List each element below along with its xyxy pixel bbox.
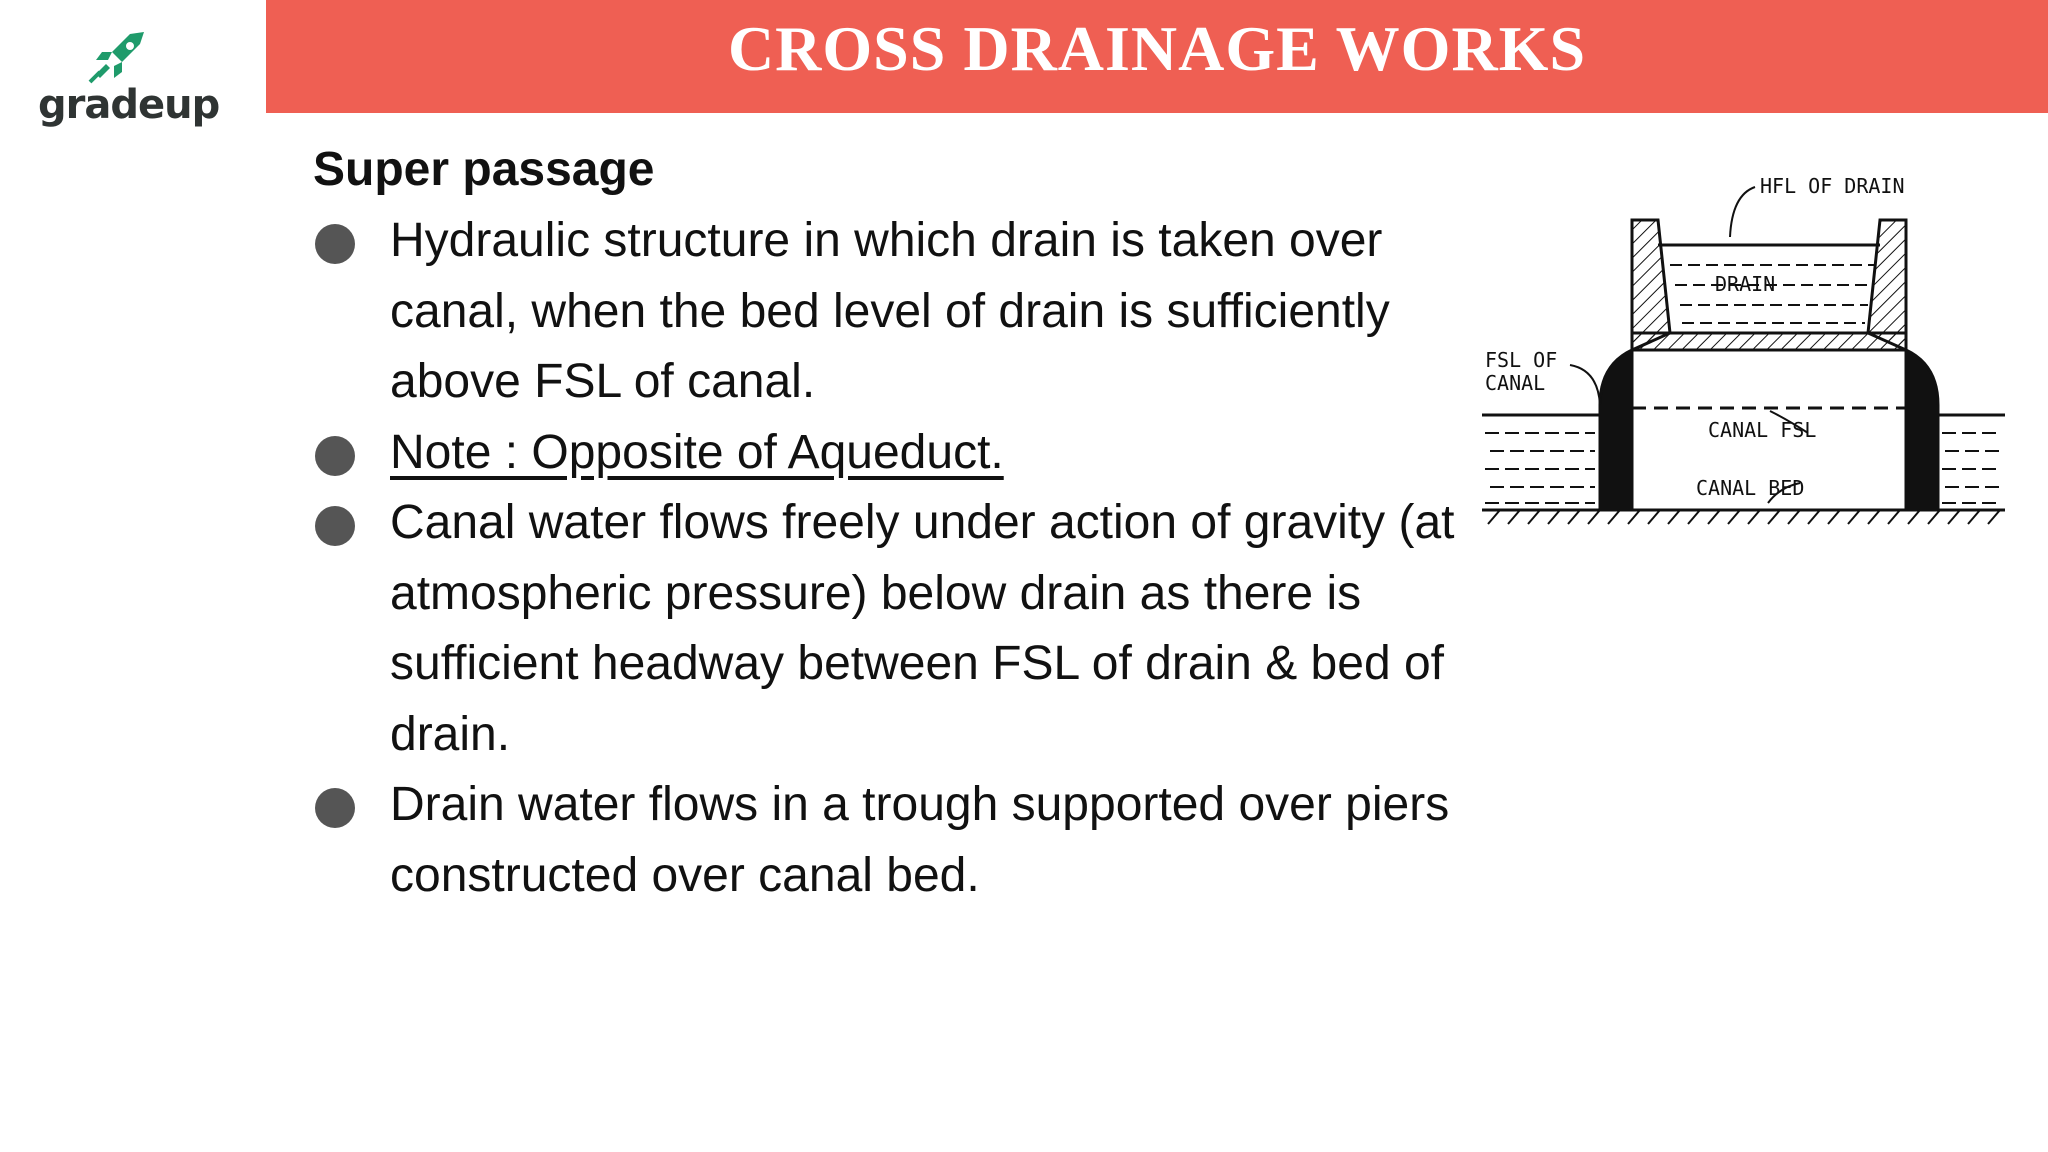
label-canal: CANAL	[1485, 371, 1546, 395]
bullet-item	[313, 206, 1463, 418]
title-banner	[266, 0, 2048, 113]
bullet-list	[313, 206, 1463, 911]
label-canal-bed: CANAL BED	[1696, 476, 1805, 500]
label-canal-fsl: CANAL FSL	[1708, 418, 1817, 442]
rocket-icon	[82, 30, 162, 90]
bullet-item	[313, 488, 1463, 770]
label-drain: DRAIN	[1715, 272, 1776, 296]
bullet-dot-icon	[315, 224, 355, 264]
bullet-dot-icon	[315, 506, 355, 546]
bullet-text: Hydraulic structure in which drain is taken over canal, when the bed level of drain is sufficiently above FSL of canal.	[390, 214, 1390, 408]
slide-content	[313, 140, 1463, 911]
section-heading: Super passage	[313, 143, 655, 196]
bullet-text: Note : Opposite of Aqueduct.	[390, 425, 1004, 479]
brand-logo	[38, 30, 220, 140]
bullet-item	[313, 418, 1463, 489]
bullet-item	[313, 770, 1463, 911]
cross-section-drawing	[1470, 165, 2010, 555]
bullet-text: Drain water flows in a trough supported over piers constructed over canal bed.	[390, 778, 1450, 902]
bullet-text: Canal water flows freely under action of gravity (at atmospheric pressure) below drain as there is sufficient headway between FSL of drain & bed of drain.	[390, 496, 1455, 761]
bullet-dot-icon	[315, 436, 355, 476]
bullet-dot-icon	[315, 788, 355, 828]
label-fsl-of: FSL OF	[1485, 348, 1558, 372]
brand-name: gradeup	[38, 82, 220, 128]
page-title: CROSS DRAINAGE WORKS	[727, 13, 1587, 84]
label-hfl-of-drain: HFL OF DRAIN	[1760, 174, 1905, 198]
super-passage-diagram	[1470, 165, 2010, 555]
